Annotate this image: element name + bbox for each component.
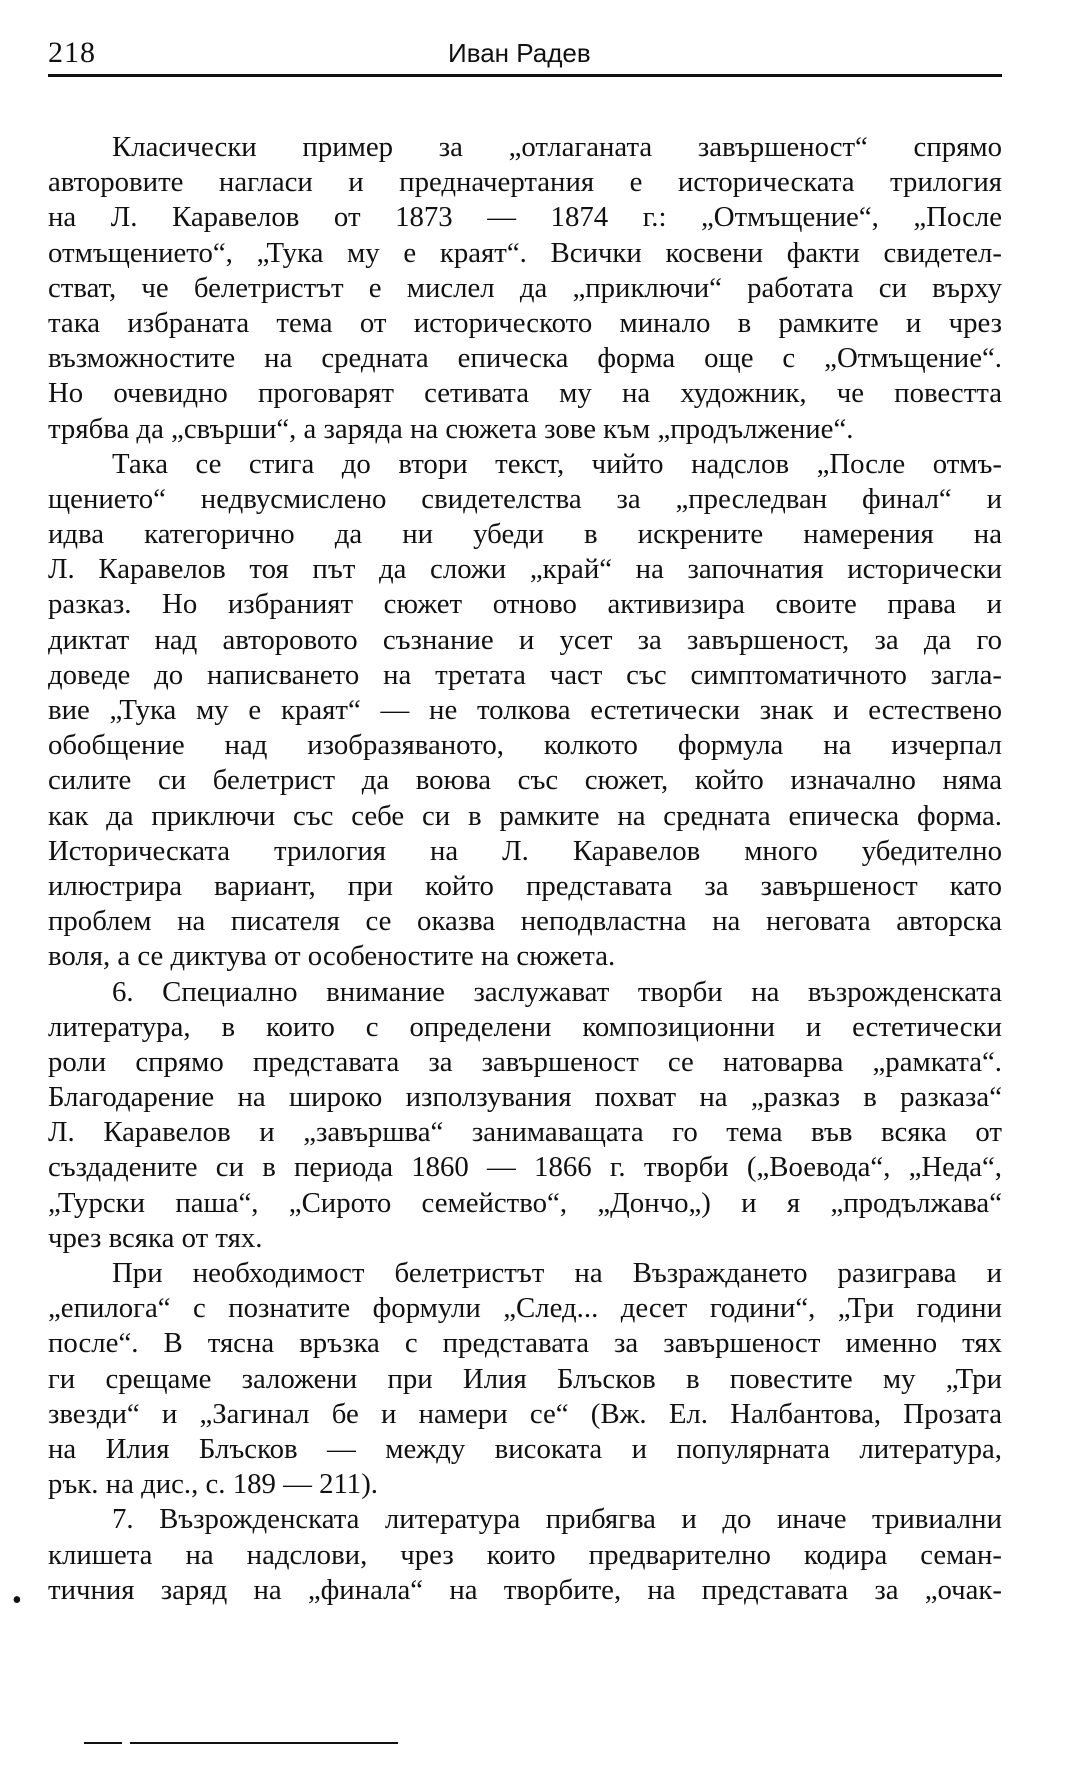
text-line: рък. на дис., с. 189 — 211). — [48, 1468, 378, 1501]
text-line: така избраната тема от историческото минало в рамките и чрез — [48, 306, 1002, 339]
text-line: трябва да „свърши“, а заряда на сюжета зове към „продължение“. — [48, 412, 854, 445]
text-line: проблем на писателя се оказва неподвластна на неговата авторска — [48, 905, 1002, 938]
paragraph — [48, 975, 1002, 1257]
text-line: литература, в които с определени композиционни и естетически — [48, 1010, 1002, 1043]
margin-mark: • — [12, 1585, 22, 1616]
text-line: 6. Специално внимание заслужават творби на възрожденската — [112, 975, 1002, 1008]
text-line: силите си белетрист да воюва със сюжет, който изначално няма — [48, 764, 1002, 797]
text-line: 7. Възрожденската литература прибягва и до иначе тривиални — [112, 1503, 1002, 1536]
header-rule — [48, 74, 1002, 77]
text-line: „епилога“ с познатите формули „След... десет години“, „Три години — [48, 1292, 1002, 1325]
text-line: Историческата трилогия на Л. Каравелов много убедително — [48, 834, 1002, 867]
paragraph — [48, 1256, 1002, 1502]
text-line: тичния заряд на „финала“ на творбите, на представата за „очак- — [48, 1573, 1002, 1606]
text-line: авторовите нагласи и предначертания е историческата трилогия — [48, 166, 1002, 199]
paragraph — [48, 1502, 1002, 1608]
text-line: стват, че белетристът е мислел да „приключи“ работата си върху — [48, 271, 1002, 304]
text-line: ги срещаме заложени при Илия Блъсков в повестите му „Три — [48, 1362, 1002, 1395]
text-line: Благодарение на широко използувания похват на „разказ в разказа“ — [48, 1081, 1002, 1114]
text-line: създадените си в периода 1860 — 1866 г. творби („Воевода“, „Неда“, — [48, 1151, 1002, 1184]
page-header — [48, 36, 1002, 72]
text-line: диктат над авторовото съзнание и усет за завършеност, за да го — [48, 623, 1002, 656]
text-line: звезди“ и „Загинал бе и намери се“ (Вж. Ел. Налбантова, Прозата — [48, 1397, 1002, 1430]
text-line: илюстрира вариант, при който представата за завършеност като — [48, 869, 1002, 902]
text-line: щението“ недвусмислено свидетелства за „преследван финал“ и — [48, 482, 1002, 515]
text-line: как да приключи със себе си в рамките на средната епическа форма. — [48, 799, 1002, 832]
text-line: „Турски паша“, „Сирото семейство“, „Дончо„) и я „продължава“ — [48, 1186, 1002, 1219]
body-text — [48, 130, 1002, 1608]
text-line: на Л. Каравелов от 1873 — 1874 г.: „Отмъщение“, „После — [48, 201, 1002, 234]
text-line: Л. Каравелов и „завършва“ занимаващата го тема във всяка от — [48, 1116, 1002, 1149]
text-line: възможностите на средната епическа форма още с „Отмъщение“. — [48, 342, 1002, 375]
text-line: после“. В тясна връзка с представата за завършеност именно тях — [48, 1327, 1002, 1360]
text-line: на Илия Блъсков — между високата и популярната литература, — [48, 1432, 1002, 1465]
text-line: доведе до написването на третата част със симптоматичното загла- — [48, 658, 1002, 691]
text-line: идва категорично да ни убеди в искрените намерения на — [48, 518, 1002, 551]
text-line: клишета на надслови, чрез които предварително кодира семан- — [48, 1538, 1002, 1571]
text-line: Класически пример за „отлаганата завършеност“ спрямо — [112, 131, 1002, 163]
footnote-rule-long — [130, 1742, 398, 1744]
text-line: При необходимост белетристът на Възраждането разиграва и — [112, 1257, 1002, 1289]
paragraph — [48, 447, 1002, 975]
text-line: вие „Тука му е краят“ — не толкова естетически знак и естествено — [48, 694, 1002, 726]
paragraph — [48, 130, 1002, 447]
running-head: Иван Радев — [448, 38, 591, 68]
text-line: воля, а се диктува от особеностите на сюжета. — [48, 940, 616, 973]
text-line: Л. Каравелов тоя път да сложи „край“ на започнатия исторически — [48, 553, 1002, 586]
text-line: Но очевидно проговарят сетивата му на художник, че повестта — [48, 377, 1002, 410]
footnote-rule-short — [84, 1742, 122, 1744]
text-line: Така се стига до втори текст, чийто надслов „После отмъ- — [112, 447, 1002, 480]
text-line: разказ. Но избраният сюжет отново активизира своите права и — [48, 588, 1002, 621]
text-line: отмъщението“, „Тука му е краят“. Всички косвени факти свидетел- — [48, 236, 1002, 269]
text-line: обобщение над изобразяваното, колкото формула на изчерпал — [48, 729, 1002, 762]
text-line: роли спрямо представата за завършеност се натоварва „рамката“. — [48, 1045, 1002, 1078]
text-line: чрез всяка от тях. — [48, 1221, 263, 1254]
page-number: 218 — [48, 36, 96, 69]
